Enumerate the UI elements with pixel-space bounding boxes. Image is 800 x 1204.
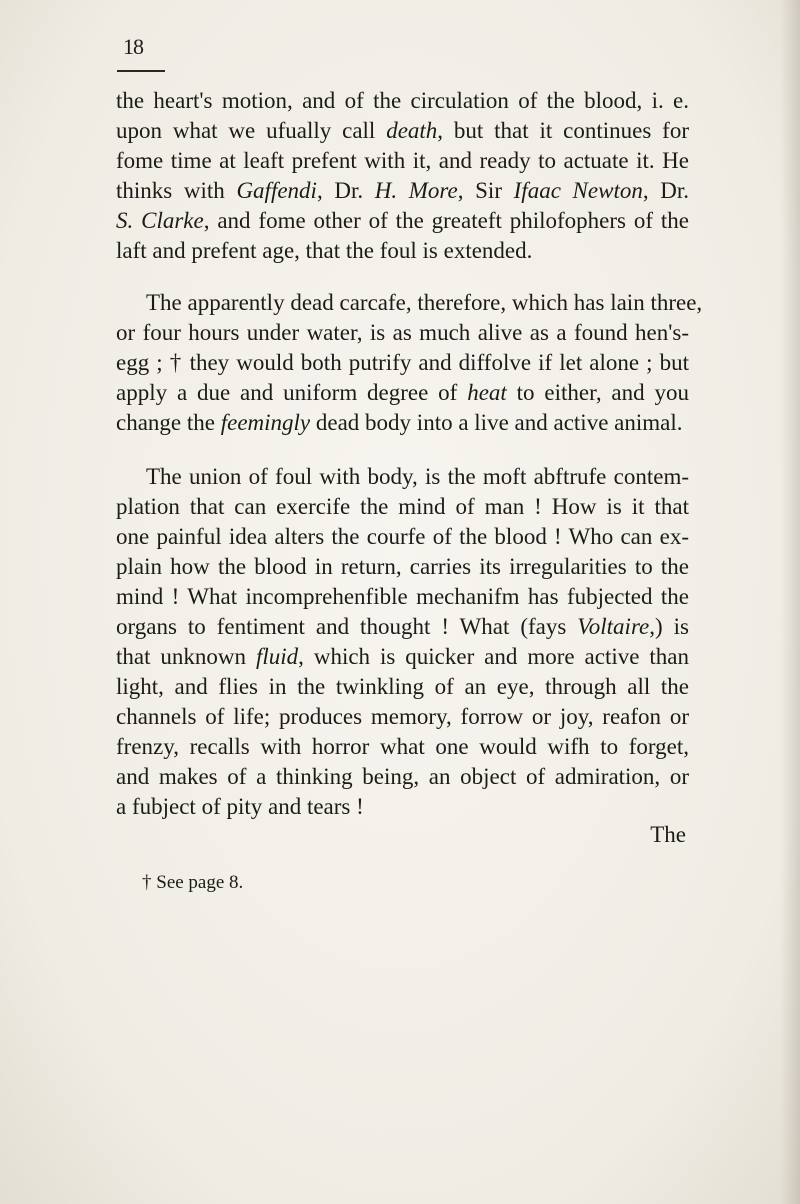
text-line: frenzy, recalls with horror what one would wifh to forget, xyxy=(116,734,689,759)
italic-term: Ifaac Newton xyxy=(513,178,643,203)
text-line: a fubject of pity and tears ! xyxy=(116,794,364,819)
italic-term: fluid xyxy=(255,644,299,669)
catchword: The xyxy=(650,822,686,847)
italic-term: heat xyxy=(467,380,507,405)
text-line: the heart's motion, and of the circulation of the blood, i. e. xyxy=(116,88,689,113)
italic-term: S. Clarke xyxy=(116,208,204,233)
text-line: one painful idea alters the courfe of the blood ! Who can ex- xyxy=(116,524,689,549)
text-line: and makes of a thinking being, an object of admiration, or xyxy=(116,764,689,789)
text-line: fome time at leaft prefent with it, and ready to actuate it. He xyxy=(116,148,689,173)
text-line: plation that can exercife the mind of man ! How is it that xyxy=(116,494,689,519)
text-line: upon what we ufually call death, but that it continues for xyxy=(116,118,689,143)
text-line: that unknown fluid, which is quicker and more active than xyxy=(116,644,689,669)
text-line: mind ! What incomprehenfible mechanifm has fubjected the xyxy=(116,584,689,609)
italic-term: Gaffendi xyxy=(236,178,317,203)
header-rule xyxy=(117,70,165,72)
text-line: The union of foul with body, is the moft abftrufe contem- xyxy=(146,464,689,489)
text-line: channels of life; produces memory, forrow or joy, reafon or xyxy=(116,704,689,729)
text-line: egg ; † they would both putrify and diffolve if let alone ; but xyxy=(116,350,689,375)
text-line: thinks with Gaffendi, Dr. H. More, Sir Ifaac Newton, Dr. xyxy=(116,178,689,203)
text-line: apply a due and uniform degree of heat to either, and you xyxy=(116,380,689,405)
text-line: The apparently dead carcafe, therefore, which has lain three, xyxy=(146,290,703,315)
italic-term: death xyxy=(386,118,438,143)
italic-term: Voltaire xyxy=(577,614,650,639)
page-number: 18 xyxy=(123,34,143,59)
text-line: organs to fentiment and thought ! What (fays Voltaire,) is xyxy=(116,614,689,639)
page-edge-shadow xyxy=(780,0,800,1204)
footnote: † See page 8. xyxy=(142,872,244,893)
italic-term: H. More xyxy=(374,178,458,203)
italic-term: feemingly xyxy=(220,410,311,435)
text-line: light, and flies in the twinkling of an eye, through all the xyxy=(116,674,689,699)
text-line: or four hours under water, is as much alive as a found hen's- xyxy=(116,320,689,345)
text-line: plain how the blood in return, carries its irregularities to the xyxy=(116,554,689,579)
text-line: S. Clarke, and fome other of the greateft philofophers of the xyxy=(116,208,689,233)
text-line: laft and prefent age, that the foul is extended. xyxy=(116,238,533,263)
text-line: change the feemingly dead body into a live and active animal. xyxy=(116,410,683,435)
